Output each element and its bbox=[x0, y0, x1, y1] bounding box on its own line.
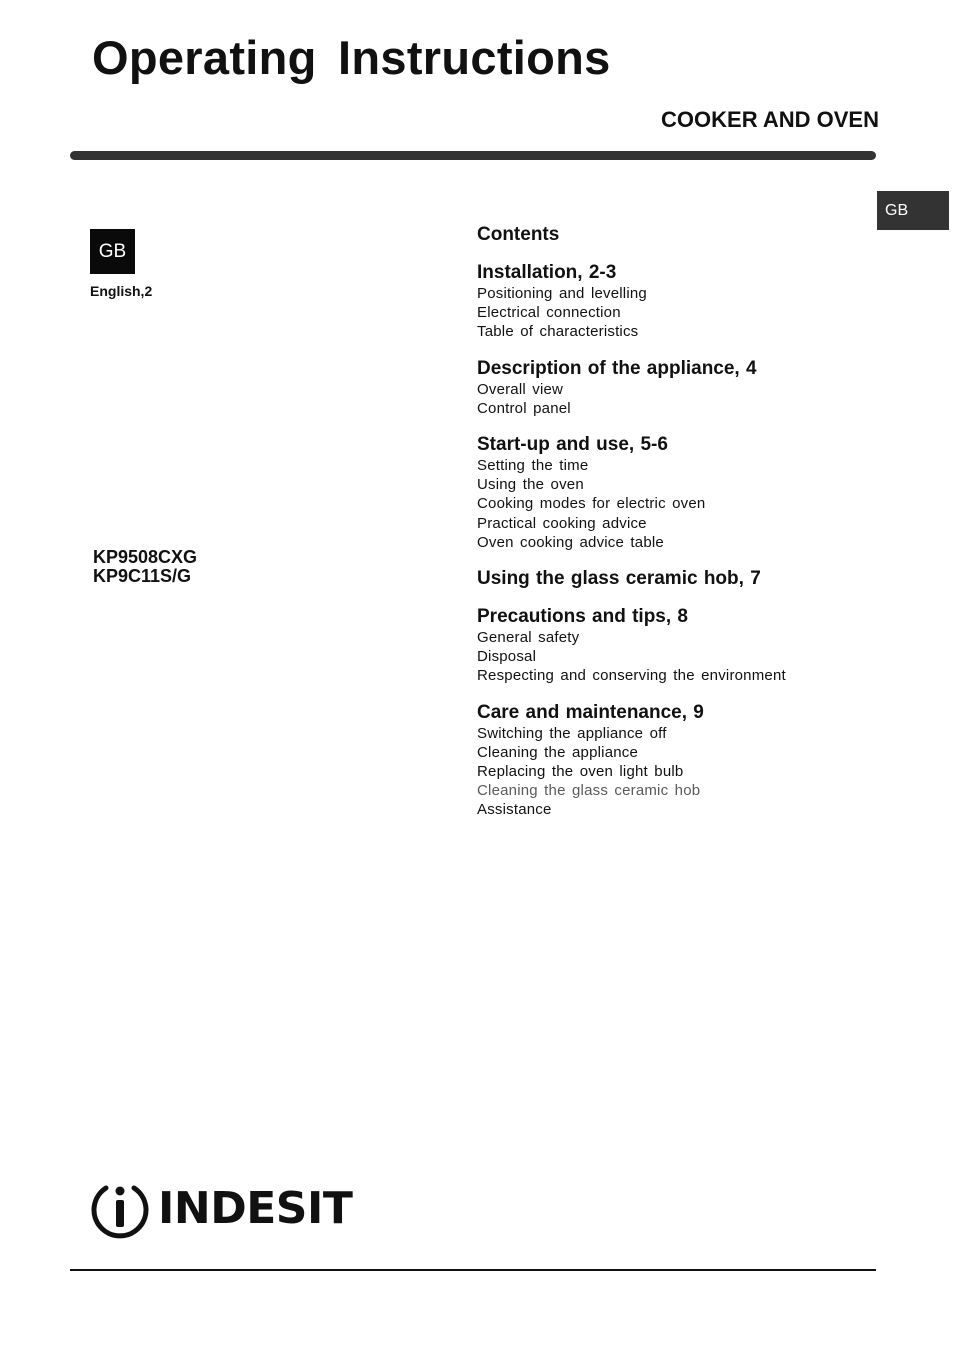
toc-item: Oven cooking advice table bbox=[477, 533, 664, 551]
footer-divider bbox=[70, 1269, 876, 1271]
toc-item: Replacing the oven light bulb bbox=[477, 763, 684, 781]
toc-item: Overall view bbox=[477, 380, 564, 398]
language-page-ref: English,2 bbox=[90, 283, 153, 299]
language-badge-label: GB bbox=[98, 240, 127, 262]
toc-section-title: Using the glass ceramic hob, 7 bbox=[477, 568, 761, 590]
brand-logo bbox=[90, 1179, 352, 1239]
model-numbers bbox=[93, 548, 197, 586]
toc-section-title: Precautions and tips, 8 bbox=[477, 606, 688, 628]
toc-section-precautions bbox=[477, 606, 877, 686]
page-title: Operating Instructions bbox=[92, 31, 611, 84]
side-tab-label: GB bbox=[885, 201, 909, 219]
toc-section-title: Installation, 2-3 bbox=[477, 262, 617, 283]
model-number: KP9508CXG bbox=[93, 547, 198, 567]
indesit-logo-icon bbox=[90, 1179, 150, 1239]
toc-item: Disposal bbox=[477, 648, 537, 666]
toc-item: Using the oven bbox=[477, 476, 584, 494]
toc-item: Setting the time bbox=[477, 457, 589, 475]
toc-section-installation bbox=[477, 262, 877, 342]
table-of-contents bbox=[477, 224, 877, 836]
toc-section-hob bbox=[477, 568, 877, 590]
toc-section-care bbox=[477, 702, 877, 820]
toc-item: Electrical connection bbox=[477, 304, 621, 322]
brand-wordmark: INDESIT bbox=[158, 1183, 353, 1234]
language-badge bbox=[90, 229, 135, 274]
document-subtitle: COOKER AND OVEN bbox=[661, 107, 879, 132]
toc-item: Table of characteristics bbox=[477, 323, 639, 341]
toc-item: Positioning and levelling bbox=[477, 285, 647, 302]
toc-item: Respecting and conserving the environment bbox=[477, 667, 786, 685]
toc-item: Practical cooking advice bbox=[477, 514, 647, 532]
toc-section-description bbox=[477, 358, 877, 418]
contents-heading: Contents bbox=[477, 224, 560, 245]
header-divider bbox=[70, 151, 876, 160]
toc-item: Cleaning the appliance bbox=[477, 743, 639, 761]
toc-section-title: Start-up and use, 5-6 bbox=[477, 434, 668, 456]
toc-item: Switching the appliance off bbox=[477, 724, 667, 742]
toc-item: Assistance bbox=[477, 801, 552, 819]
model-number: KP9C11S/G bbox=[93, 566, 192, 586]
toc-item: General safety bbox=[477, 629, 580, 647]
language-side-tab bbox=[877, 191, 949, 230]
toc-section-title: Care and maintenance, 9 bbox=[477, 701, 704, 723]
toc-item: Cleaning the glass ceramic hob bbox=[477, 782, 701, 800]
toc-section-title: Description of the appliance, 4 bbox=[477, 357, 757, 379]
toc-item: Cooking modes for electric oven bbox=[477, 495, 706, 513]
toc-section-startup bbox=[477, 434, 877, 552]
toc-item: Control panel bbox=[477, 399, 571, 417]
